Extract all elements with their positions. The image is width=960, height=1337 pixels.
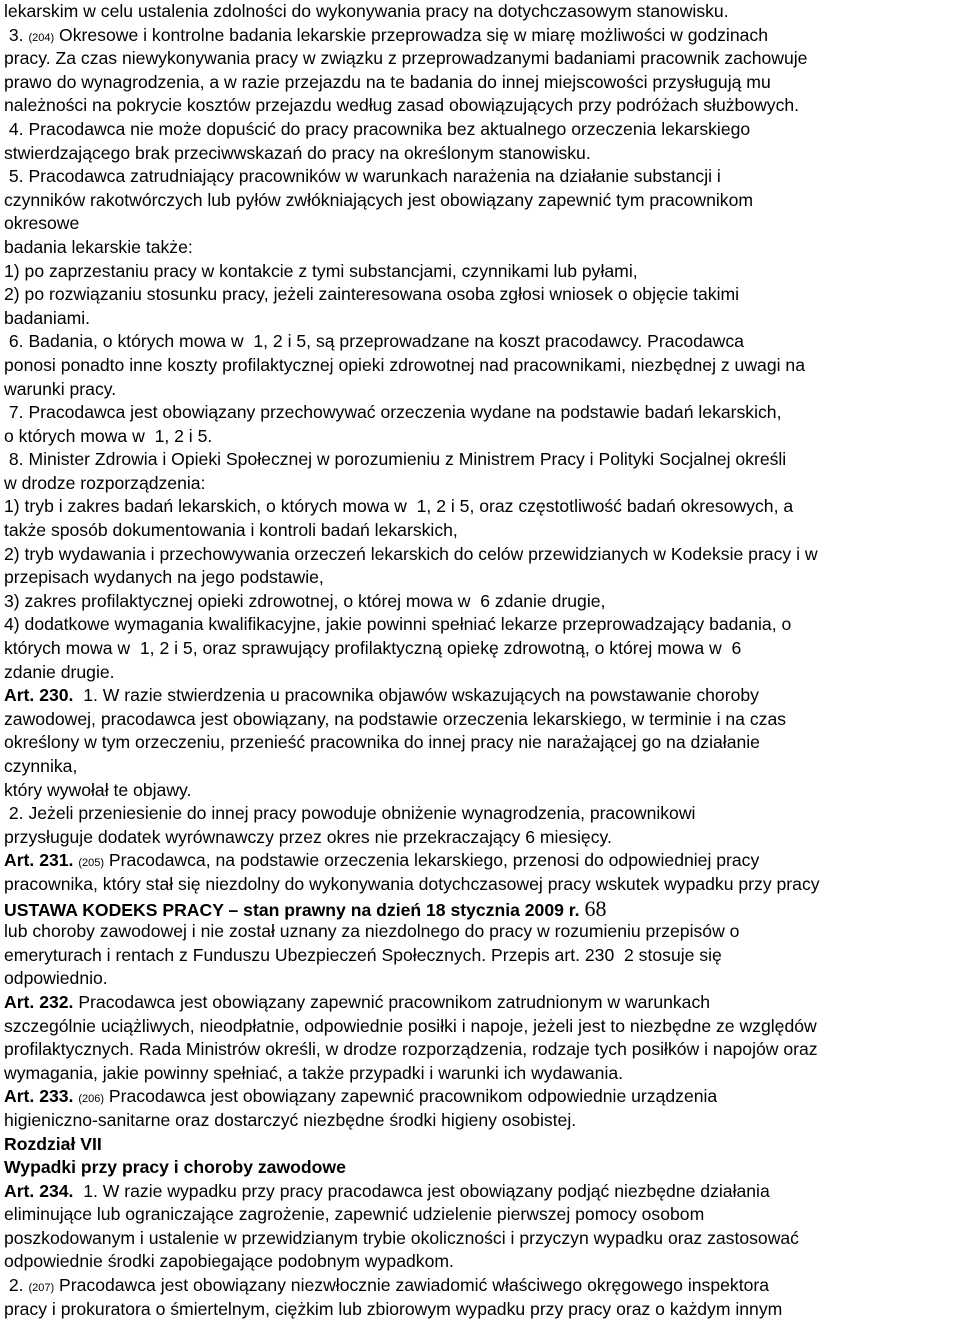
text-segment: stwierdzającego brak przeciwwskazań do pracy na określonym stanowisku. [4,142,591,163]
text-line [4,330,956,354]
text-line [4,991,956,1015]
text-segment: których mowa w 1, 2 i 5, oraz sprawujący profilaktyczną opiekę zdrowotną, o której mowa w 6 [4,638,742,659]
text-line [4,779,956,803]
text-segment: badaniami. [4,307,91,328]
text-segment: okresowe [4,213,80,234]
text-segment: pracownika, który stał się niezdolny do wykonywania dotychczasowej pracy wskutek wypadku przy pracy [4,873,820,894]
text-segment: określony w tym orzeczeniu, przenieść pracownika do innej pracy nie narażającej go na działanie [4,732,760,753]
text-segment: badania lekarskie także: [4,236,193,257]
text-line [4,260,956,284]
text-segment: o których mowa w 1, 2 i 5. [4,425,213,446]
text-line [4,590,956,614]
text-line [4,613,956,637]
text-line [4,543,956,567]
text-segment: prawo do wynagrodzenia, a w razie przejazdu na te badania do innej miejscowości przysługują mu [4,71,771,92]
text-segment: Pracodawca, na podstawie orzeczenia lekarskiego, przenosi do odpowiedniej pracy [104,850,760,871]
text-line [4,661,956,685]
text-segment: należności na pokrycie kosztów przejazdu według zasad obowiązujących przy podróżach służbowych. [4,95,800,116]
bold-text: Art. 230. [4,685,74,706]
text-line [4,472,956,496]
text-segment: 4. Pracodawca nie może dopuścić do pracy pracownika bez aktualnego orzeczenia lekarskiego [4,118,751,139]
text-line [4,307,956,331]
text-line [4,897,956,921]
text-line [4,1133,956,1157]
text-line [4,519,956,543]
text-line [4,0,956,24]
bold-text: Art. 234. [4,1180,74,1201]
text-line [4,495,956,519]
text-segment: 2. Jeżeli przeniesienie do innej pracy powoduje obniżenie wynagrodzenia, pracownikowi [4,803,696,824]
text-line [4,802,956,826]
text-line [4,189,956,213]
bold-text: USTAWA KODEKS PRACY – stan prawny na dzień 18 stycznia 2009 r. [4,899,585,920]
bold-text: Rozdział VII [4,1133,102,1154]
text-line [4,71,956,95]
text-line [4,684,956,708]
text-line [4,826,956,850]
text-segment: 5. Pracodawca zatrudniający pracowników w warunkach narażenia na działanie substancji i [4,166,721,187]
bold-text: Art. 232. [4,991,74,1012]
footnote-marker: (206) [78,1093,105,1106]
text-segment: czynników rakotwórczych lub pyłów zwłókniających jest obowiązany zapewnić tym pracownikom [4,189,754,210]
text-segment: emeryturach i rentach z Funduszu Ubezpieczeń Społecznych. Przepis art. 230 2 stosuje się [4,944,722,965]
text-line [4,944,956,968]
text-line [4,283,956,307]
text-line [4,401,956,425]
text-segment: także sposób dokumentowania i kontroli badań lekarskich, [4,520,458,541]
text-segment: zawodowej, pracodawca jest obowiązany, na podstawie orzeczenia lekarskiego, w terminie i na czas [4,708,787,729]
text-segment: 1. W razie stwierdzenia u pracownika objawów wskazujących na powstawanie choroby [73,685,759,706]
footnote-marker: (205) [78,857,105,870]
text-segment: przepisach wydanych na jego podstawie, [4,567,324,588]
text-line [4,1156,956,1180]
text-segment: ponosi ponadto inne koszty profilaktycznej opieki zdrowotnej nad pracownikami, niezbędnej z uwagi na [4,354,805,375]
text-segment: 8. Minister Zdrowia i Opieki Społecznej w porozumieniu z Ministrem Pracy i Polityki Socjalnej określi [4,449,787,470]
text-segment: higieniczno-sanitarne oraz dostarczyć niezbędne środki higieny osobistej. [4,1109,577,1130]
text-segment: lekarskim w celu ustalenia zdolności do wykonywania pracy na dotychczasowym stanowisku. [4,1,729,21]
text-segment: Pracodawca jest obowiązany zapewnić pracownikom odpowiednie urządzenia [104,1086,718,1107]
text-segment: lub choroby zawodowej i nie został uznany za niezdolnego do pracy w rozumieniu przepisów o [4,921,740,942]
text-line [4,236,956,260]
text-line [4,448,956,472]
text-line [4,1109,956,1133]
text-line [4,967,956,991]
text-segment: 2) po rozwiązaniu stosunku pracy, jeżeli zainteresowana osoba zgłosi wniosek o objęcie takimi [4,284,740,305]
text-segment: 3. [4,24,29,45]
text-line [4,354,956,378]
text-segment: który wywołał te objawy. [4,779,192,800]
text-segment: 2) tryb wydawania i przechowywania orzeczeń lekarskich do celów przewidzianych w Kodeksie pracy i w [4,543,818,564]
text-line [4,1062,956,1086]
text-segment: 4) dodatkowe wymagania kwalifikacyjne, jakie powinni spełniać lekarze przeprowadzający badania, o [4,614,792,635]
text-segment: Pracodawca jest obowiązany niezwłocznie zawiadomić właściwego okręgowego inspektora [54,1275,770,1296]
footnote-marker: (204) [28,31,55,44]
text-line [4,425,956,449]
text-line [4,731,956,755]
text-line [4,1180,956,1204]
text-line [4,920,956,944]
text-line [4,566,956,590]
text-segment: w drodze rozporządzenia: [4,472,206,493]
footnote-marker: (207) [28,1282,55,1295]
text-line [4,1203,956,1227]
text-segment: 1) po zaprzestaniu pracy w kontakcie z tymi substancjami, czynnikami lub pyłami, [4,260,638,281]
text-segment: odpowiednie środki zapobiegające podobnym wypadkom. [4,1251,454,1272]
text-line [4,708,956,732]
text-segment: Okresowe i kontrolne badania lekarskie przeprowadza się w miarę możliwości w godzinach [54,24,768,45]
text-segment: 6. Badania, o których mowa w 1, 2 i 5, są przeprowadzane na koszt pracodawcy. Pracodawca [4,331,744,352]
text-line [4,1038,956,1062]
text-line [4,873,956,897]
text-segment: 7. Pracodawca jest obowiązany przechowywać orzeczenia wydane na podstawie badań lekarskich, [4,402,782,423]
text-segment: przysługuje dodatek wyrównawczy przez okres nie przekraczający 6 miesięcy. [4,826,612,847]
text-segment: szczególnie uciążliwych, nieodpłatnie, odpowiednie posiłki i napoje, jeżeli jest to niezbędne ze względów [4,1015,817,1036]
text-line [4,212,956,236]
text-segment: 1. W razie wypadku przy pracy pracodawca jest obowiązany podjąć niezbędne działania [73,1180,770,1201]
text-segment: warunki pracy. [4,378,117,399]
page-number: 68 [584,895,607,921]
text-line [4,1227,956,1251]
text-segment: odpowiednio. [4,968,108,989]
text-line [4,1250,956,1274]
text-segment: wymagania, jakie powinny spełniać, a także przypadki i warunki ich wydawania. [4,1062,624,1083]
text-line [4,378,956,402]
text-segment: pracy. Za czas niewykonywania pracy w związku z przeprowadzanymi badaniami pracownik zachowuje [4,48,808,69]
bold-text: Art. 231. [4,850,74,871]
text-segment: poszkodowanym i ustalenie w przewidzianym trybie okoliczności i przyczyn wypadku oraz zastosować [4,1227,799,1248]
text-segment: eliminujące lub ograniczające zagrożenie, zapewnić udzielenie pierwszej pomocy osobom [4,1204,705,1225]
text-line [4,47,956,71]
text-line [4,1015,956,1039]
bold-text: Wypadki przy pracy i choroby zawodowe [4,1157,346,1178]
document-page [4,0,956,1321]
text-line [4,849,956,873]
text-segment: 3) zakres profilaktycznej opieki zdrowotnej, o której mowa w 6 zdanie drugie, [4,590,606,611]
text-line [4,118,956,142]
text-segment: zdanie drugie. [4,661,115,682]
text-line [4,24,956,48]
text-segment: 2. [4,1275,29,1296]
text-line [4,1298,956,1322]
text-segment: profilaktycznych. Rada Ministrów określi, w drodze rozporządzenia, rodzaje tych posiłków i napojów oraz [4,1039,818,1060]
text-segment: pracy i prokuratora o śmiertelnym, ciężkim lub zbiorowym wypadku przy pracy oraz o każdym innym [4,1298,783,1319]
text-line [4,637,956,661]
text-line [4,94,956,118]
text-line [4,165,956,189]
bold-text: Art. 233. [4,1086,74,1107]
text-segment: Pracodawca jest obowiązany zapewnić pracownikom zatrudnionym w warunkach [73,991,711,1012]
text-segment: czynnika, [4,756,78,776]
text-line [4,1085,956,1109]
text-line [4,142,956,166]
text-segment: 1) tryb i zakres badań lekarskich, o których mowa w 1, 2 i 5, oraz częstotliwość badań okresowych, a [4,496,794,517]
text-line [4,1274,956,1298]
text-line [4,755,956,779]
